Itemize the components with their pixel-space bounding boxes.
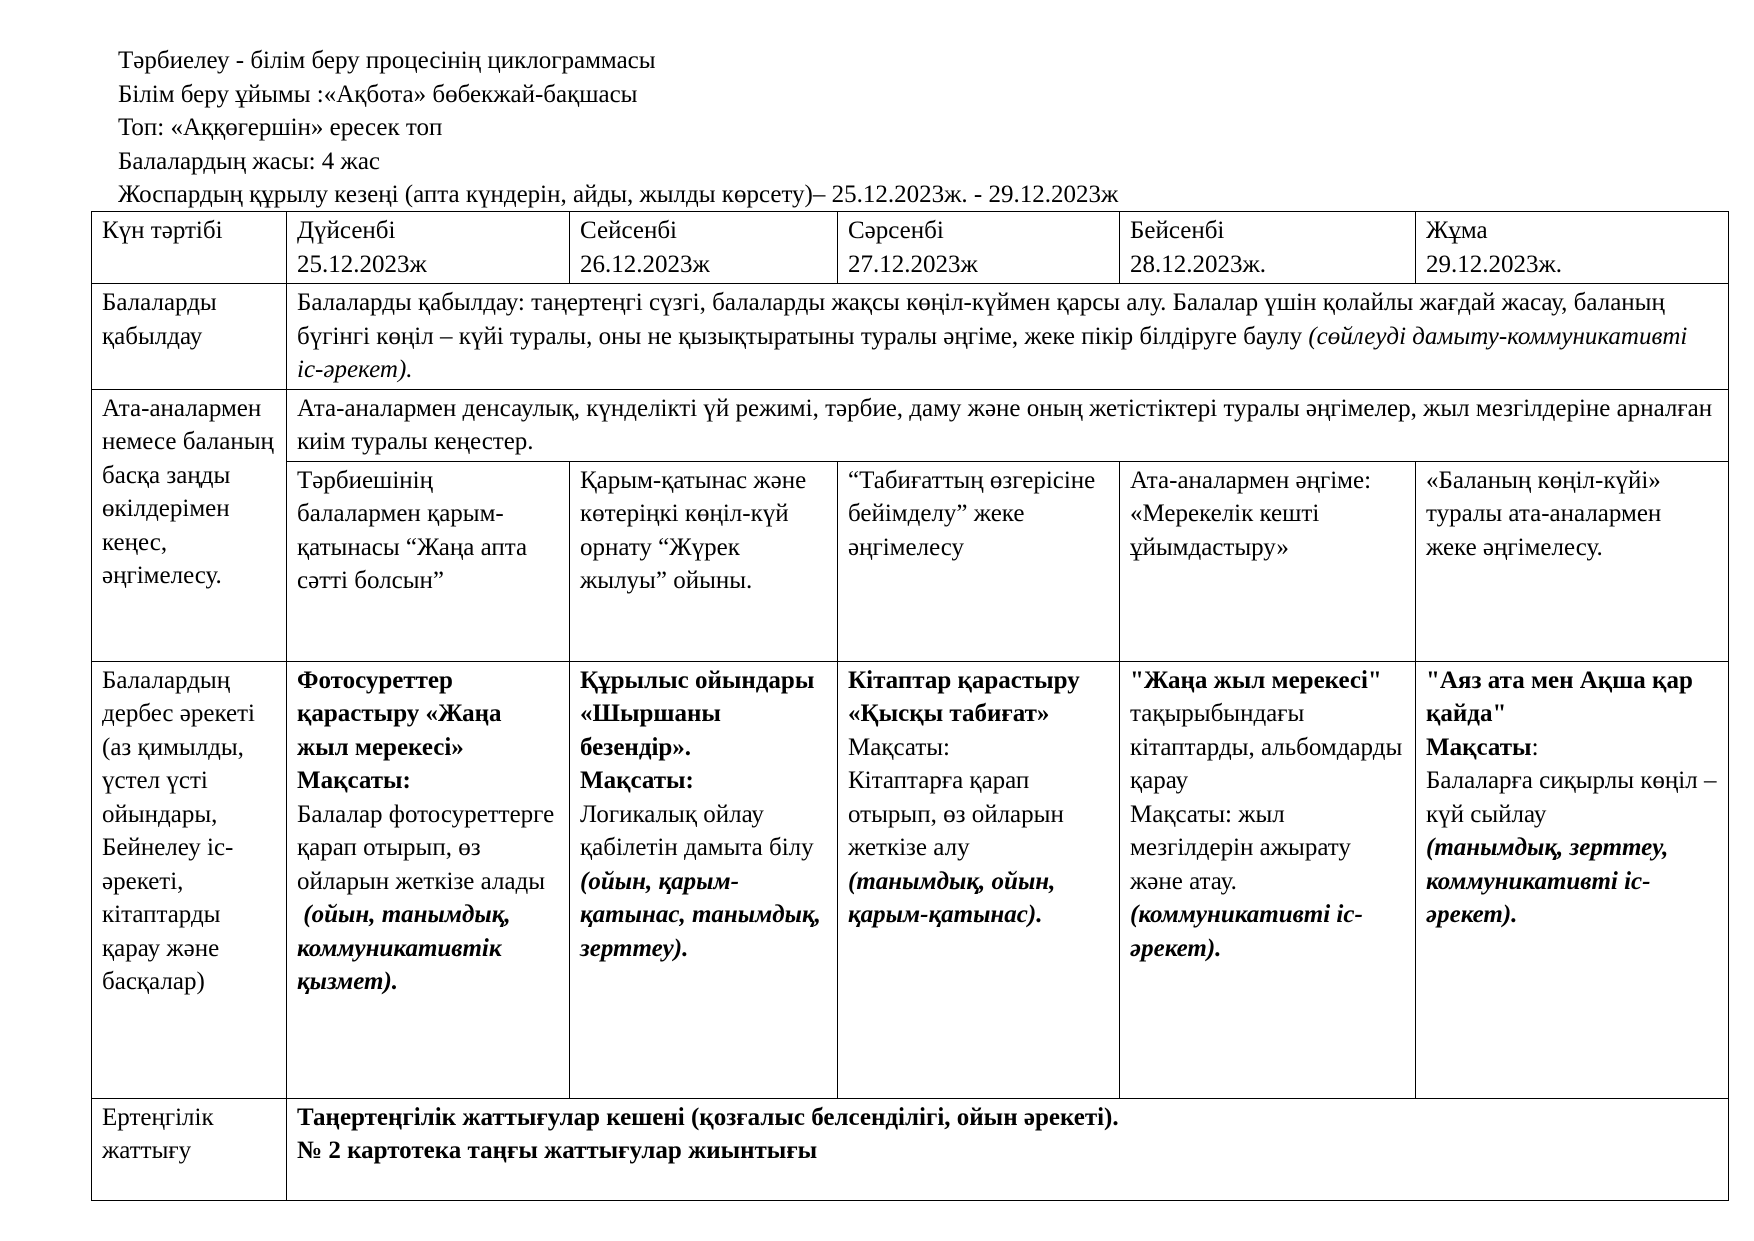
goal-label: Мақсаты: [848, 733, 950, 761]
parents-label-cell: Ата-аналармен немесе баланың басқа заңды өкілдерімен кеңес, әңгімелесу. [92, 389, 287, 661]
parents-monday-cell: Тәрбиешінің балалармен қарым-қатынасы “Жаңа апта сәтті болсын” [287, 461, 570, 661]
activity-type: (танымдық, зерттеу, коммуникативті іс-әрекет). [1426, 834, 1669, 928]
activity-type: (ойын, танымдық, коммуникативтік қызмет). [297, 901, 517, 995]
goal-text: Логикалық ойлау қабілетін дамыта білу [580, 800, 814, 861]
day-header-monday [287, 212, 570, 284]
activity-title: Құрылыс ойындары «Шыршаны безендір». [580, 666, 815, 761]
day-name: Сейсенбі [580, 217, 677, 244]
day-header-tuesday [570, 212, 838, 284]
document-header [118, 44, 1118, 212]
parents-thursday-cell: Ата-аналармен әңгіме: «Мерекелік кешті ұйымдастыру» [1120, 461, 1416, 661]
table-header-row [92, 212, 1729, 284]
parents-general-row [92, 389, 1729, 461]
independent-wednesday-cell [838, 661, 1120, 1098]
day-date: 28.12.2023ж. [1130, 250, 1267, 278]
activity-type: (танымдық, ойын, қарым-қатынас). [848, 867, 1056, 928]
day-name: Бейсенбі [1130, 217, 1225, 244]
day-date: 27.12.2023ж [848, 250, 978, 278]
activity-title: Кітаптар қарастыру «Қысқы табиғат» [848, 666, 1080, 727]
exercise-row [92, 1098, 1729, 1200]
schedule-header-cell: Күн тәртібі [92, 212, 287, 284]
parents-days-row [92, 461, 1729, 661]
header-organization: Білім беру ұйымы :«Ақбота» бөбекжай-бақшасы [118, 80, 638, 108]
exercise-label-cell: Ертеңгілік жаттығу [92, 1098, 287, 1200]
reception-text: Балаларды қабылдау: таңертеңгі сүзгі, балаларды жақсы көңіл-күймен қарсы алу. Балалар үшін қолайлы жағдай жасау, баланың бүгінгі көңіл – күйі туралы, оны не қызықтыратыны туралы әңгіме, жеке пікір білдіруге баулу [297, 289, 1665, 350]
cyclogram-table [91, 211, 1729, 1201]
day-header-wednesday [838, 212, 1120, 284]
activity-title: Фотосуреттер қарастыру «Жаңа жыл мерекесі» [297, 666, 502, 761]
day-date: 26.12.2023ж [580, 250, 710, 278]
header-age: Балалардың жасы: 4 жас [118, 147, 381, 175]
goal-label: Мақсаты [1426, 733, 1532, 761]
goal-label: Мақсаты: [297, 767, 411, 794]
exercise-line-1: Таңертеңгілік жаттығулар кешені (қозғалыс белсенділігі, ойын әрекеті). [297, 1103, 1119, 1131]
activity-title-rest: тақырыбындағы кітаптарды, альбомдарды қарау [1130, 700, 1403, 794]
reception-activity: (сөйлеуді дамыту-коммуникативті іс-әрекет). [297, 322, 1688, 383]
activity-type: (ойын, қарым-қатынас, танымдық, зерттеу). [580, 867, 821, 962]
independent-activity-row [92, 661, 1729, 1098]
activity-title: "Аяз ата мен Ақша қар қайда" [1426, 666, 1693, 727]
goal-colon: : [1531, 733, 1539, 761]
reception-text-cell [287, 284, 1729, 390]
exercise-line-2: № 2 картотека таңғы жаттығулар жиынтығы [297, 1137, 818, 1164]
day-name: Дүйсенбі [297, 217, 396, 244]
parents-friday-cell: «Баланың көңіл-күйі» туралы ата-аналармен жеке әңгімелесу. [1416, 461, 1729, 661]
goal-label: Мақсаты: [580, 767, 694, 794]
header-title: Тәрбиелеу - білім беру процесінің циклограммасы [118, 47, 656, 74]
day-name: Сәрсенбі [848, 217, 944, 244]
parents-wednesday-cell: “Табиғаттың өзгерісіне бейімделу” жеке әңгімелесу [838, 461, 1120, 661]
independent-thursday-cell [1120, 661, 1416, 1098]
day-date: 25.12.2023ж [297, 250, 427, 278]
day-name: Жұма [1426, 217, 1488, 244]
day-header-thursday [1120, 212, 1416, 284]
independent-tuesday-cell [570, 661, 838, 1098]
day-date: 29.12.2023ж. [1426, 250, 1563, 278]
activity-type: (коммуникативті іс-әрекет). [1130, 901, 1363, 962]
goal-text: Кітаптарға қарап отырып, өз ойларын жеткізе алу [848, 767, 1064, 861]
header-group: Топ: «Аққөгершін» ересек топ [118, 114, 443, 141]
independent-monday-cell [287, 661, 570, 1098]
independent-friday-cell [1416, 661, 1729, 1098]
parents-general-cell: Ата-аналармен денсаулық, күнделікті үй режимі, тәрбие, даму және оның жетістіктері туралы әңгімелер, жыл мезгілдеріне арналған киім туралы кеңестер. [287, 389, 1729, 461]
reception-label-cell: Балаларды қабылдау [92, 284, 287, 390]
exercise-text-cell [287, 1098, 1729, 1200]
goal-text: Балалар фотосуреттерге қарап отырып, өз ойларын жеткізе алады [297, 800, 555, 895]
activity-title: "Жаңа жыл мерекесі" [1130, 666, 1382, 694]
parents-tuesday-cell: Қарым-қатынас және көтеріңкі көңіл-күй орнату “Жүрек жылуы” ойыны. [570, 461, 838, 661]
reception-row [92, 284, 1729, 390]
goal-text: Балаларға сиқырлы көңіл –күй сыйлау [1426, 767, 1717, 828]
goal-text: Мақсаты: жыл мезгілдерін ажырату және атау. [1130, 800, 1351, 895]
independent-label-cell: Балалардың дербес әрекеті (аз қимылды, үстел үсті ойындары, Бейнелеу іс-әрекеті, кітаптарды қарау және басқалар) [92, 661, 287, 1098]
header-period: Жоспардың құрылу кезеңі (апта күндерін, айды, жылды көрсету)– 25.12.2023ж. - 29.12.2023ж [118, 181, 1119, 208]
day-header-friday [1416, 212, 1729, 284]
